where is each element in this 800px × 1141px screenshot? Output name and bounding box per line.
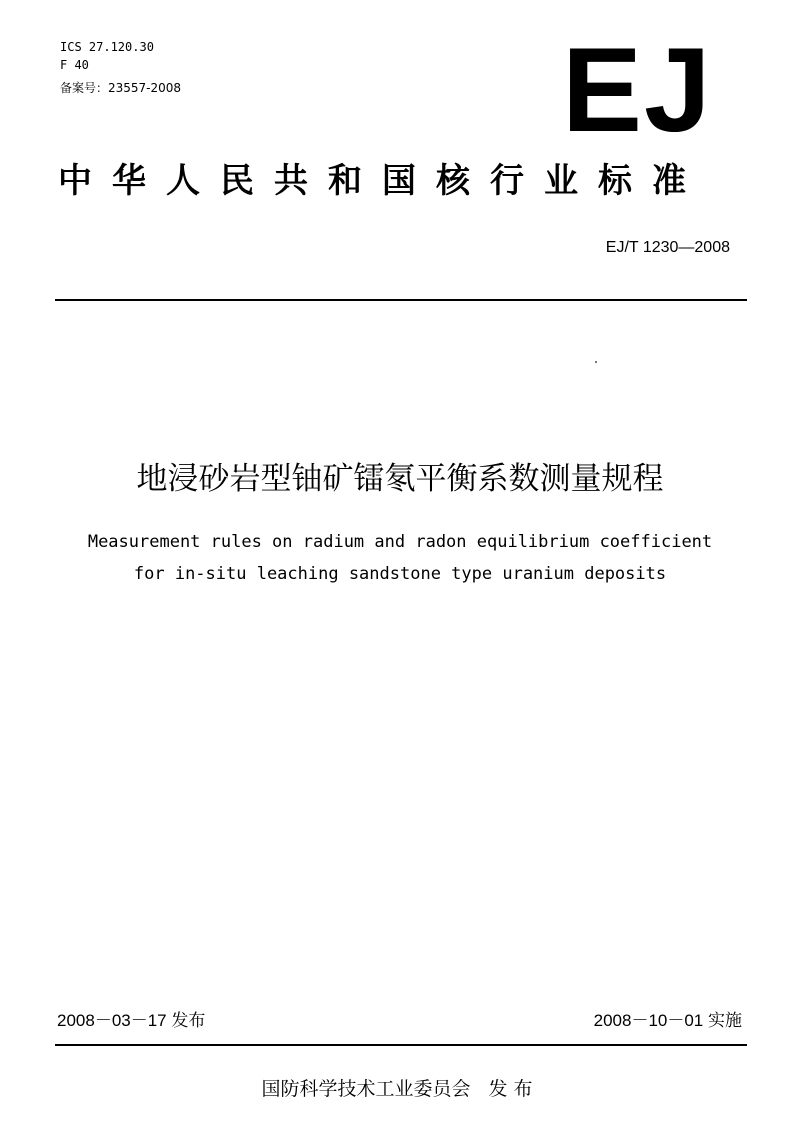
document-title-english-line-2: for in-situ leaching sandstone type uranium deposits — [133, 564, 667, 584]
standard-category-title: 中华人民共和国核行业标准 — [58, 161, 706, 201]
top-divider — [55, 299, 747, 301]
issuer-action: 发布 — [488, 1078, 539, 1100]
issuer-name: 国防科学技术工业委员会 — [261, 1078, 471, 1100]
ics-code: ICS 27.120.30 — [60, 40, 154, 54]
document-title-chinese: 地浸砂岩型铀矿镭氡平衡系数测量规程 — [136, 461, 664, 497]
issue-date: 2008－03－17 发布 — [57, 1011, 206, 1030]
document-title-english-line-1: Measurement rules on radium and radon equilibrium coefficient — [87, 532, 713, 552]
bottom-divider — [55, 1044, 747, 1046]
classification-code: F 40 — [60, 58, 89, 72]
scan-speck — [595, 361, 597, 363]
ej-logo: EJ — [562, 23, 713, 157]
filing-number: 备案号：23557-2008 — [60, 81, 182, 95]
standard-number: EJ/T 1230—2008 — [605, 239, 730, 256]
issuer-line — [0, 1075, 800, 1103]
implementation-date: 2008－10－01 实施 — [593, 1011, 742, 1030]
